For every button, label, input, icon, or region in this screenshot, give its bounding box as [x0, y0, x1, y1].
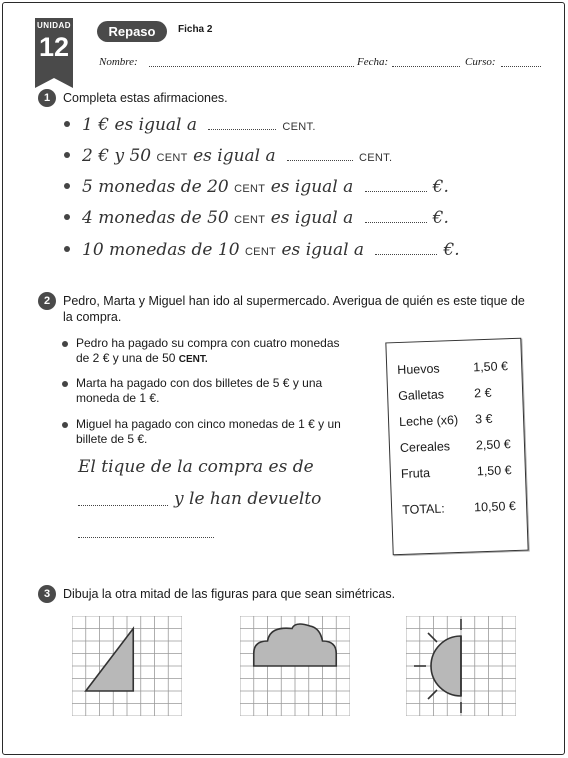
answer-sentence-1: El tique de la compra es de — [78, 457, 314, 477]
receipt-item-price: 2 € — [473, 385, 492, 401]
clue-marta — [60, 376, 350, 406]
statement-1-unit: CENT. — [282, 121, 316, 133]
date-field[interactable] — [392, 66, 460, 67]
receipt — [385, 338, 528, 556]
receipt-total-row — [401, 498, 520, 517]
unit-label: UNIDAD — [36, 21, 72, 30]
clue-pedro-text: Pedro ha pagado su compra con cuatro monedas de 2 € y una de 50 — [76, 336, 340, 365]
grid-triangle[interactable] — [72, 616, 182, 716]
receipt-total-label: TOTAL: — [401, 501, 446, 517]
course-field[interactable] — [501, 66, 541, 67]
half-cloud-shape — [254, 624, 337, 666]
answer-blank-change[interactable] — [78, 537, 214, 538]
grid-cloud[interactable] — [240, 616, 350, 716]
course-label: Curso: — [465, 56, 496, 68]
receipt-item-name: Galletas — [397, 387, 445, 404]
receipt-row — [397, 359, 515, 378]
grid-cloud-svg — [240, 616, 350, 716]
receipt-item-price: 1,50 € — [476, 463, 512, 479]
date-label: Fecha: — [357, 56, 389, 68]
sheet-label: Ficha 2 — [178, 24, 213, 35]
section-title: Repaso — [97, 21, 167, 42]
receipt-item-price: 2,50 € — [475, 437, 511, 453]
receipt-row — [399, 437, 518, 455]
answer-blank-3[interactable] — [365, 191, 427, 192]
exercise-3-number: 3 — [38, 585, 56, 603]
grid-sun[interactable] — [406, 616, 516, 716]
exercise-2-number: 2 — [38, 292, 56, 310]
bullet-icon — [64, 121, 70, 127]
statement-2-text-b: es igual a — [193, 146, 276, 166]
statement-5-cent: CENT — [244, 246, 277, 258]
receipt-total-value: 10,50 € — [473, 498, 517, 515]
exercise-3-instruction: Dibuja la otra mitad de las figuras para que sean simétricas. — [63, 587, 396, 601]
unit-tab — [35, 18, 73, 78]
statement-3-unit: €. — [432, 177, 449, 197]
receipt-row — [398, 411, 517, 430]
statement-5-text-b: es igual a — [281, 240, 365, 260]
statement-3-text-b: es igual a — [270, 177, 354, 197]
bullet-icon — [64, 214, 70, 220]
statement-5-text: 10 monedas de 10 — [82, 240, 240, 260]
bullet-icon — [62, 381, 68, 387]
statement-2-cent: CENT — [156, 152, 188, 164]
name-field[interactable] — [149, 66, 354, 67]
clue-pedro — [60, 336, 350, 367]
statement-1-text: 1 € es igual a — [82, 115, 198, 135]
bullet-icon — [62, 422, 68, 428]
bullet-icon — [64, 246, 70, 252]
answer-blank-person[interactable] — [78, 505, 168, 506]
bullet-icon — [64, 152, 70, 158]
statement-2-text: 2 € y 50 — [82, 146, 152, 166]
clue-miguel — [60, 417, 350, 447]
receipt-row — [400, 463, 519, 481]
exercise-2-instruction: Pedro, Marta y Miguel han ido al supermercado. Averigua de quién es este tique de la compra. — [63, 294, 525, 324]
answer-blank-4[interactable] — [365, 222, 427, 223]
statement-4-text: 4 monedas de 50 — [82, 208, 229, 228]
answer-sentence-2: y le han devuelto — [174, 489, 322, 509]
statement-3 — [64, 177, 449, 197]
clue-pedro-cent: CENT. — [178, 354, 208, 365]
receipt-item-price: 1,50 € — [473, 359, 509, 375]
statement-1 — [64, 115, 316, 135]
receipt-row — [397, 385, 516, 404]
receipt-item-name: Fruta — [400, 465, 431, 481]
statement-3-text: 5 monedas de 20 — [82, 177, 229, 197]
grid-triangle-svg — [72, 616, 182, 716]
statement-2-unit: CENT. — [359, 152, 393, 164]
statement-5 — [64, 240, 460, 260]
statement-3-cent: CENT — [234, 183, 266, 195]
exercise-1-instruction: Completa estas afirmaciones. — [63, 91, 228, 105]
bullet-icon — [64, 183, 70, 189]
answer-blank-5[interactable] — [375, 254, 437, 255]
receipt-item-name: Cereales — [399, 439, 451, 455]
exercise-1-number: 1 — [38, 89, 56, 107]
statement-4-cent: CENT — [234, 214, 266, 226]
answer-blank-1[interactable] — [208, 129, 276, 130]
bullet-icon — [62, 341, 68, 347]
receipt-item-price: 3 € — [474, 411, 493, 427]
half-sun-shape — [431, 636, 461, 696]
receipt-item-name: Huevos — [397, 361, 440, 378]
grid-sun-svg — [406, 616, 516, 716]
statement-4-text-b: es igual a — [270, 208, 354, 228]
statement-4-unit: €. — [432, 208, 449, 228]
name-label: Nombre: — [99, 56, 138, 68]
statement-2 — [64, 146, 392, 166]
statement-5-unit: €. — [443, 240, 460, 260]
statement-4 — [64, 208, 449, 228]
clue-marta-text: Marta ha pagado con dos billetes de 5 € y una moneda de 1 €. — [76, 376, 323, 405]
receipt-item-name: Leche (x6) — [398, 412, 459, 430]
half-triangle-shape — [86, 629, 134, 692]
answer-blank-2[interactable] — [287, 160, 353, 161]
unit-number: 12 — [38, 32, 70, 62]
clue-miguel-text: Miguel ha pagado con cinco monedas de 1 € y un billete de 5 €. — [76, 417, 341, 446]
